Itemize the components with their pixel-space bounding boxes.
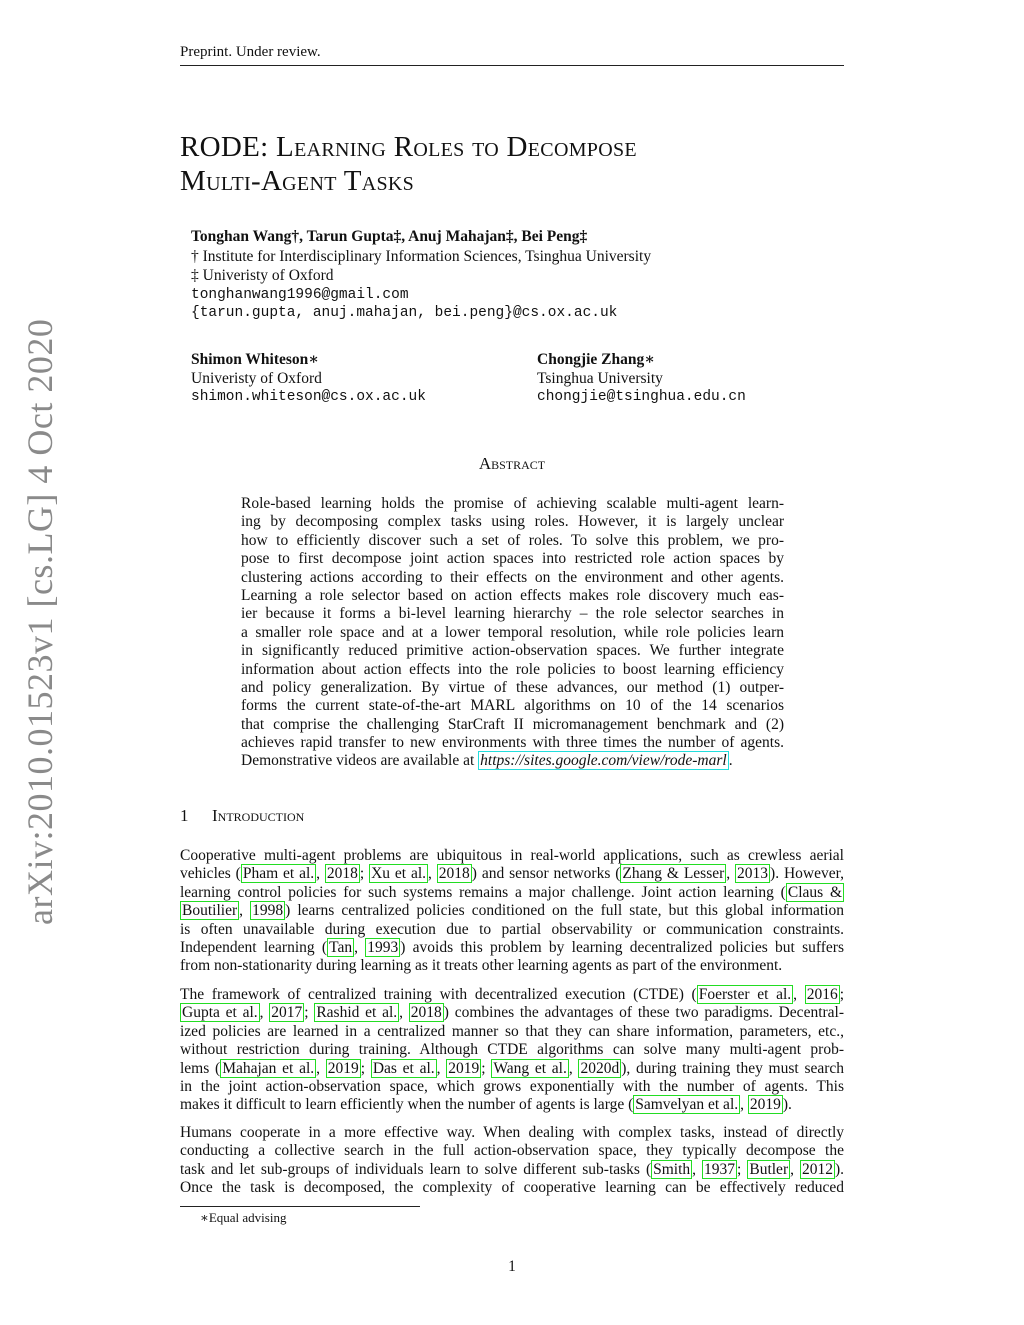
text: ; — [304, 1004, 315, 1022]
para-line: ized policies are learned in a centralized manner so that they can share information, parameters, etc., — [180, 1022, 844, 1040]
text: ; — [359, 865, 370, 883]
text: makes it difficult to learn efficiently when the number of agents is large ( — [180, 1096, 634, 1114]
affiliation-2: ‡ Univeristy of Oxford — [191, 267, 334, 284]
abstract-line-last — [241, 752, 784, 770]
citation-link[interactable]: Claus & — [787, 883, 842, 901]
footnote-rule — [180, 1206, 420, 1207]
title-line-2: Multi-Agent Tasks — [180, 165, 415, 197]
text: , — [793, 986, 805, 1003]
abstract-line: ing by decomposing complex tasks using roles. However, it is largely unclear — [241, 513, 784, 531]
intro-paragraph-2 — [180, 986, 844, 1115]
citation-link[interactable]: Zhang & Lesser — [622, 865, 725, 883]
citation-link[interactable]: 1937 — [704, 1160, 736, 1178]
footnote: ∗Equal advising — [200, 1210, 287, 1225]
citation-link[interactable]: Foerster et al. — [698, 986, 792, 1003]
para-line: in the joint action-observation space, which grows exponentially with the number of agents. This — [180, 1077, 844, 1095]
affiliation-1: † Institute for Interdisciplinary Information Sciences, Tsinghua University — [191, 248, 652, 265]
text: , — [740, 1096, 748, 1114]
para-line: from non-stationarity during learning as it treats other learning agents as part of the environment. — [180, 957, 783, 975]
citation-link[interactable]: 2018 — [410, 1004, 442, 1022]
text: The framework of centralized training with decentralized execution (CTDE) ( — [180, 986, 697, 1003]
preprint-header: Preprint. Under review. — [180, 44, 321, 60]
citation-link[interactable]: 2019 — [448, 1059, 480, 1077]
section-heading — [180, 806, 304, 826]
text: , — [316, 865, 325, 883]
intro-paragraph-1 — [180, 847, 844, 976]
abstract-line: Learning a role selector based on action effects makes role discovery much eas- — [241, 586, 784, 604]
text: , — [726, 865, 736, 883]
para-line — [180, 1004, 844, 1022]
para-line — [180, 902, 844, 920]
text: , — [354, 938, 366, 956]
text: ). However, — [770, 865, 845, 883]
citation-link[interactable]: Samvelyan et al. — [635, 1096, 739, 1114]
para-line: is often unavailable during execution due to partial observability or communication constraints. — [180, 920, 844, 938]
abstract-line: information about action effects into the role policies to boost learning efficiency — [241, 660, 784, 678]
intro-paragraph-3 — [180, 1124, 844, 1198]
paper-title — [180, 130, 637, 198]
abstract-line: ier because it forms a bi-level learning hierarchy – the role selector searches in — [241, 605, 784, 623]
text: ), during training they must search — [621, 1059, 845, 1077]
page-number: 1 — [508, 1258, 516, 1275]
section-title: Introduction — [212, 806, 305, 825]
abstract-line: forms the current state-of-the-art MARL algorithms on 10 of the 14 scenarios — [241, 697, 784, 715]
author-whiteson-email[interactable]: shimon.whiteson@cs.ox.ac.uk — [191, 389, 426, 405]
citation-link[interactable]: 2012 — [801, 1160, 833, 1178]
text: ; — [737, 1160, 748, 1178]
text: , — [790, 1160, 800, 1178]
abstract-line: a smaller role space and at a lower temporal resolution, while role policies learn — [241, 623, 784, 641]
citation-link[interactable]: 2020d — [580, 1059, 620, 1077]
para-line — [180, 884, 844, 902]
text: ). — [782, 1096, 792, 1114]
para-line — [180, 1060, 844, 1078]
email-2[interactable]: {tarun.gupta, anuj.mahajan, bei.peng}@cs.ox.ac.uk — [191, 305, 618, 321]
text: , — [399, 1004, 409, 1022]
citation-link[interactable]: Tan — [329, 938, 353, 956]
citation-link[interactable]: Mahajan et al. — [222, 1059, 315, 1077]
text: ) combines the advantages of these two paradigms. Decentral- — [443, 1004, 845, 1022]
arxiv-stamp: arXiv:2010.01523v1 [cs.LG] 4 Oct 2020 — [20, 318, 60, 925]
author-whiteson-name: Shimon Whiteson∗ — [191, 351, 320, 368]
citation-link[interactable]: 2017 — [271, 1004, 303, 1022]
text: , — [692, 1160, 703, 1178]
text: , — [568, 1059, 579, 1077]
author-whiteson-affil: Univeristy of Oxford — [191, 370, 322, 387]
citation-link[interactable]: Xu et al. — [371, 865, 427, 883]
para-line — [180, 1161, 844, 1179]
abstract-line: in significantly reduced primitive action-observation spaces. We further integrate — [241, 642, 784, 660]
author-zhang-email[interactable]: chongjie@tsinghua.edu.cn — [537, 389, 746, 405]
abstract-line: and policy generalization. By virtue of these advances, our method (1) outper- — [241, 678, 784, 696]
citation-link[interactable]: 2018 — [438, 865, 470, 883]
text: ; — [360, 1059, 371, 1077]
text: , — [259, 1004, 270, 1022]
citation-link[interactable]: 2019 — [327, 1059, 359, 1077]
text: ) avoids this problem by learning decentralized policies but suffers — [400, 938, 844, 956]
abstract-last-period: . — [728, 752, 733, 770]
para-line — [180, 939, 844, 957]
text: Independent learning ( — [180, 938, 328, 956]
citation-link[interactable]: 2019 — [749, 1096, 781, 1114]
citation-link[interactable]: 1993 — [367, 938, 399, 956]
para-line: conducting a collective search in the full action-observation space, they typically decompose the — [180, 1142, 844, 1160]
email-1[interactable]: tonghanwang1996@gmail.com — [191, 287, 409, 303]
citation-link[interactable]: 2016 — [806, 986, 838, 1003]
para-line: Once the task is decomposed, the complexity of cooperative learning can be effectively reduced — [180, 1179, 844, 1197]
title-line-1: RODE: Learning Roles to Decompose — [180, 131, 637, 163]
text: , — [428, 865, 437, 883]
para-line: without restriction during training. Although CTDE algorithms can solve many multi-agent prob- — [180, 1041, 844, 1059]
citation-link[interactable]: 2013 — [737, 865, 769, 883]
author-zhang-name: Chongjie Zhang∗ — [537, 351, 655, 368]
text: ). — [834, 1160, 845, 1178]
citation-link[interactable]: Wang et al. — [493, 1059, 567, 1077]
abstract-line: achieves rapid transfer to new environments with three times the number of agents. — [241, 734, 784, 752]
text: ) and sensor networks ( — [471, 865, 621, 883]
para-line — [180, 865, 844, 883]
abstract-line: how to efficiently discover such a set of roles. To solve this problem, we pro- — [241, 531, 784, 549]
section-number: 1 — [180, 806, 189, 825]
text: learning control policies for such systems remains a major challenge. Joint action learning ( — [180, 883, 786, 901]
citation-link[interactable]: Pham et al. — [242, 865, 315, 883]
text: ; — [481, 1059, 492, 1077]
text: ) learns centralized policies conditioned on the full state, but this global information — [285, 902, 845, 920]
abstract-line: Role-based learning holds the promise of achieving scalable multi-agent learn- — [241, 495, 784, 512]
citation-link[interactable]: Boutilier — [182, 902, 238, 920]
abstract-line: that comprise the challenging StarCraft II micromanagement benchmark and (2) — [241, 715, 784, 733]
text: ; — [839, 986, 844, 1003]
text: vehicles ( — [180, 865, 241, 883]
para-line: Humans cooperate in a more effective way. When dealing with complex tasks, instead of directly — [180, 1124, 844, 1141]
citation-link[interactable]: Rashid et al. — [316, 1004, 398, 1022]
header-rule — [180, 65, 844, 66]
text: lems ( — [180, 1059, 221, 1077]
citation-link[interactable]: Butler — [749, 1160, 789, 1178]
abstract-line: clustering actions according to their effects on the environment and other agents. — [241, 568, 784, 586]
text: , — [316, 1059, 326, 1077]
para-line: Cooperative multi-agent problems are ubiquitous in real-world applications, such as crewless aerial — [180, 847, 844, 864]
author-zhang-affil: Tsinghua University — [537, 370, 663, 387]
para-line — [180, 986, 844, 1004]
abstract-last-text: Demonstrative videos are available at — [241, 752, 479, 770]
citation-link[interactable]: Das et al. — [372, 1059, 435, 1077]
citation-link[interactable]: 1998 — [252, 902, 284, 920]
citation-link[interactable]: 2018 — [326, 865, 358, 883]
text: task and let sub-groups of individuals learn to solve different sub-tasks ( — [180, 1160, 652, 1178]
para-line — [180, 1096, 844, 1114]
text: , — [436, 1059, 447, 1077]
project-link[interactable]: https://sites.google.com/view/rode-marl — [480, 752, 727, 770]
abstract-body — [241, 495, 784, 771]
citation-link[interactable]: Gupta et al. — [182, 1004, 258, 1022]
abstract-heading: Abstract — [478, 454, 546, 473]
text: , — [239, 902, 251, 920]
author-names: Tonghan Wang†, Tarun Gupta‡, Anuj Mahajan‡, Bei Peng‡ — [191, 228, 588, 245]
citation-link[interactable]: Smith — [653, 1160, 691, 1178]
abstract-line: pose to first decompose joint action spaces into restricted role action spaces by — [241, 550, 784, 568]
